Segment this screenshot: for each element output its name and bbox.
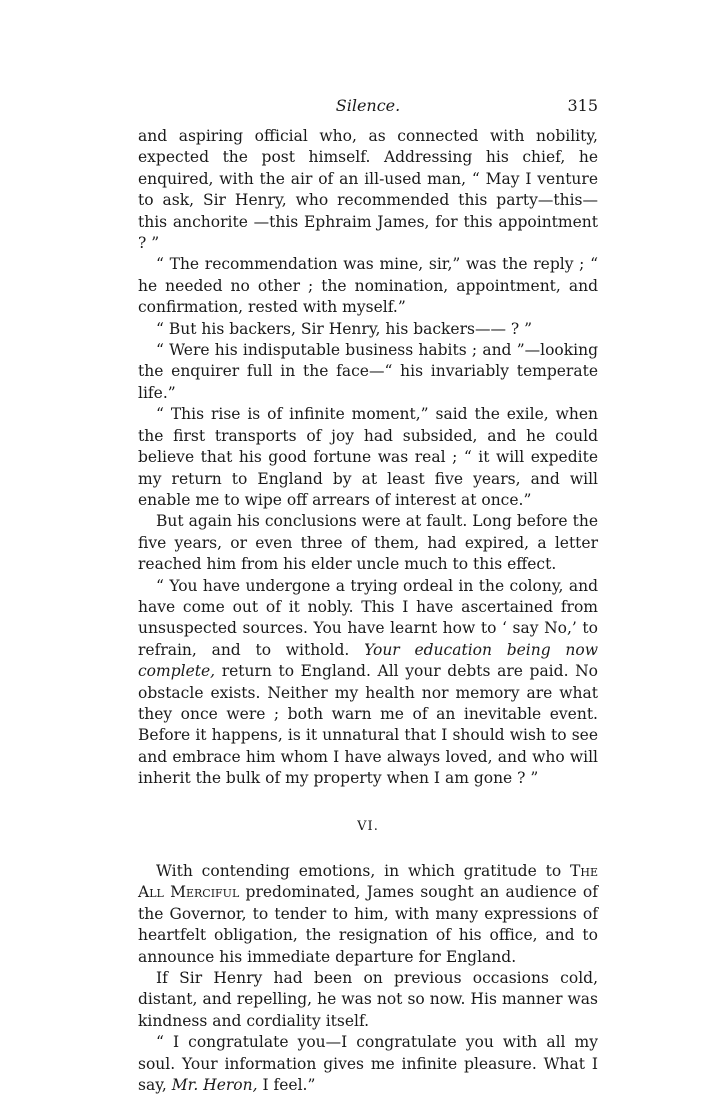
paragraph xyxy=(138,511,598,575)
paragraph xyxy=(138,968,598,1032)
book-page xyxy=(138,96,598,1096)
paragraph xyxy=(138,126,598,254)
paragraph xyxy=(138,319,598,340)
text-run: “ But his backers, Sir Henry, his backers—— ? ” xyxy=(156,319,533,338)
text-run: return to England. All your debts are paid. No obstacle exists. Neither my health nor memory are what they once were ; both warn me of an inevitable event. Before it happens, is it unnatural that I should wish to see and embrace him whom I have always loved, and who will inherit the bulk of my property when I am gone ? ” xyxy=(138,662,598,788)
small-caps-text: The All Merciful xyxy=(138,862,598,902)
text-run: With contending emotions, in which gratitude to xyxy=(156,862,571,880)
page-number: 315 xyxy=(567,96,598,115)
body-text xyxy=(138,126,598,1096)
text-before-section xyxy=(138,126,598,790)
section-number: VI. xyxy=(357,818,379,834)
paragraph xyxy=(138,1032,598,1096)
italic-text: Mr. Heron, xyxy=(171,1076,258,1095)
paragraph xyxy=(138,576,598,790)
text-run: If Sir Henry had been on previous occasions cold, distant, and repelling, he was not so now. His manner was kindness and cordiality itself. xyxy=(138,969,598,1030)
page-header xyxy=(138,96,598,126)
running-head: Silence. xyxy=(335,96,401,115)
paragraph xyxy=(138,404,598,511)
text-run: “ This rise is of infinite moment,” said the exile, when the first transports of joy had subsided, and he could believe that his good fortune was real ; “ it will expedite my return to England by at least five years, and will enable me to wipe off arrears of interest at once.” xyxy=(138,405,598,509)
italic-text: Your education being now complete, xyxy=(138,640,598,681)
text-run: I feel.” xyxy=(257,1076,316,1095)
text-run: “ You have undergone a trying ordeal in the colony, and have come out of it nobly. This I have ascertained from unsuspected sources. You have learnt how to ‘ say No,’ to refrain, and to withold. xyxy=(138,576,598,659)
text-run: But again his conclusions were at fault. Long before the five years, or even three of them, had expired, a letter reached him from his elder uncle much to this effect. xyxy=(138,512,598,574)
paragraph xyxy=(138,861,598,968)
text-run: predominated, James sought an audience of the Governor, to tender to him, with many expressions of heartfelt obligation, the resignation of his office, and to announce his immediate departure for England. xyxy=(138,883,598,966)
text-run: and aspiring official who, as connected with nobility, expected the post himself. Addressing his chief, he enquired, with the air of an ill-used man, “ May I venture to ask, Sir Henry, who recommended this party—this—this anchorite —this Ephraim James, for this appointment ? ” xyxy=(138,127,598,253)
text-run: “ I congratulate you—I congratulate you with all my soul. Your information gives me infinite pleasure. What I say, xyxy=(138,1033,598,1095)
text-run: “ Were his indisputable business habits ; and ”—looking the enquirer full in the face—“ his invariably temperate life.” xyxy=(138,341,598,402)
paragraph xyxy=(138,254,598,318)
text-run: “ The recommendation was mine, sir,” was the reply ; “ he needed no other ; the nomination, appointment, and confirmation, rested with myself.” xyxy=(138,255,598,317)
text-after-section xyxy=(138,861,598,1096)
paragraph xyxy=(138,340,598,404)
